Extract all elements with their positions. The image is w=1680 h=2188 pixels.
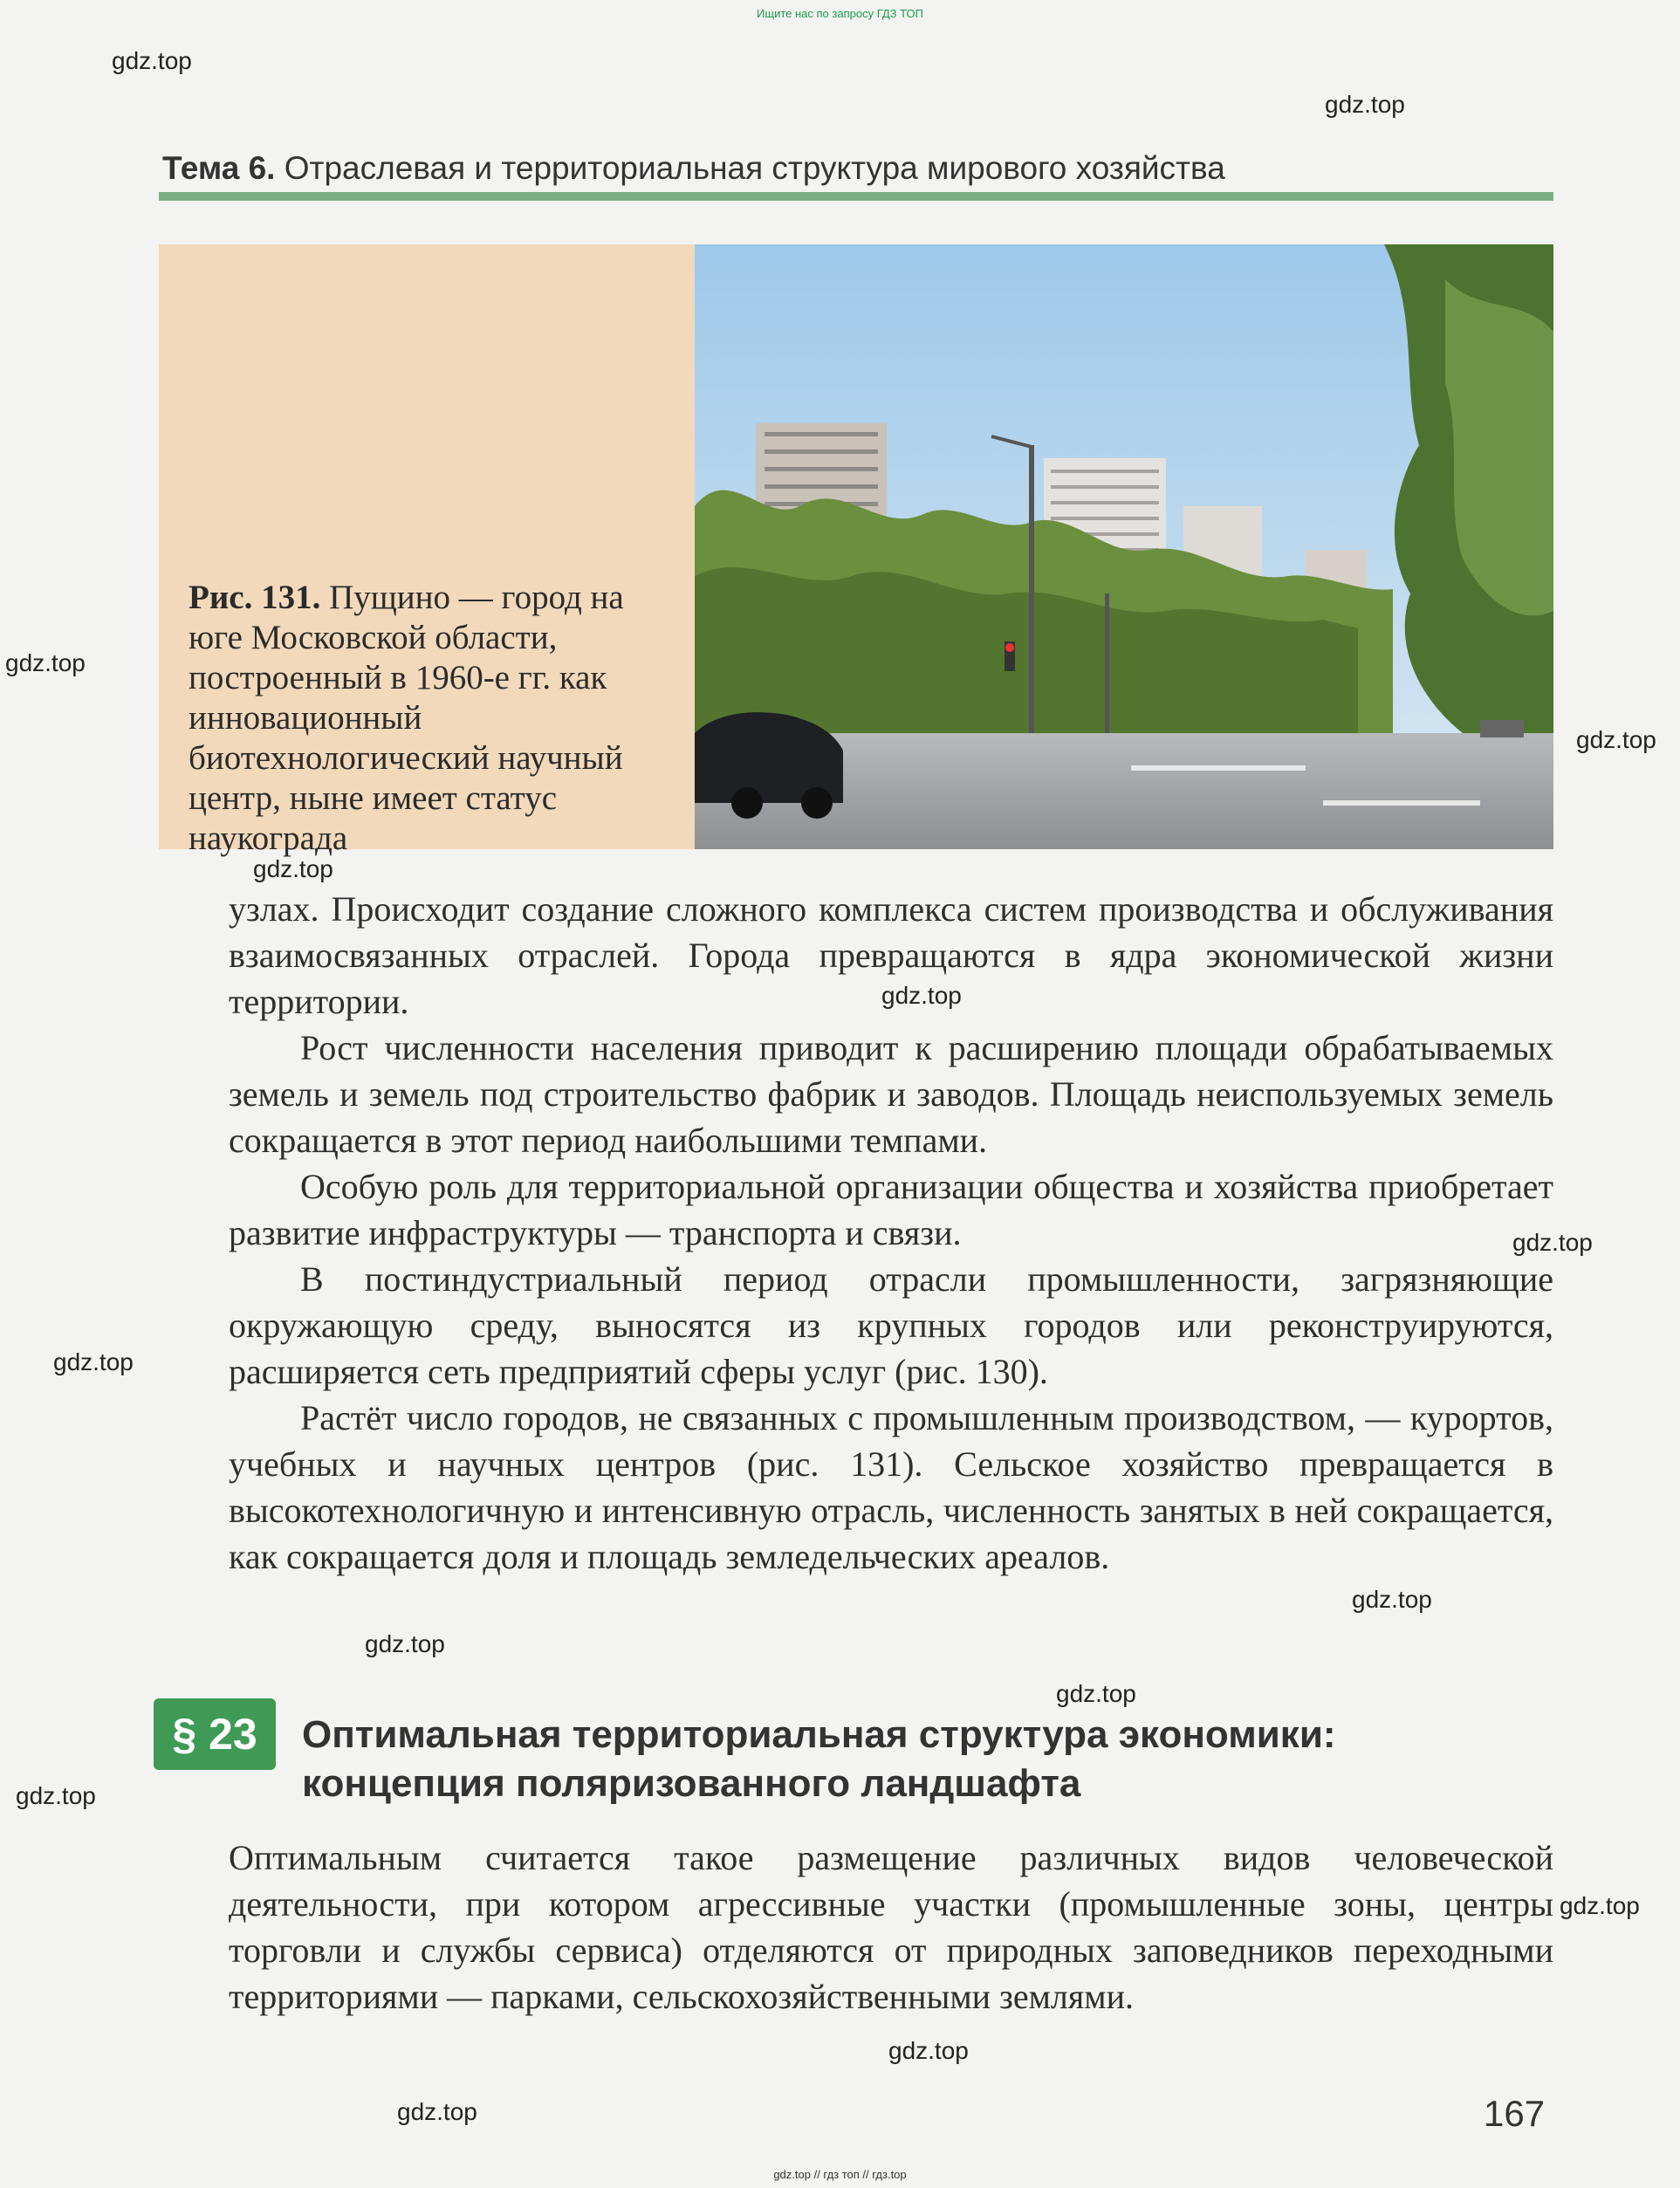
- figure-label: Рис. 131.: [189, 579, 321, 616]
- theme-label: Тема 6.: [162, 150, 276, 186]
- paragraph: узлах. Происходит создание сложного комплекса систем производства и обслуживания взаимосвязанных отраслей. Города превращаются в ядра экономической жизни территории.: [229, 889, 1553, 1021]
- watermark: gdz.top: [53, 1348, 134, 1375]
- section-number-badge: § 23: [154, 1698, 276, 1770]
- section-title-line-1: Оптимальная территориальная структура экономики:: [302, 1713, 1336, 1756]
- paragraph: Рост численности населения приводит к расширению площади обрабатываемых земель и земель под строительство фабрик и заводов. Площадь неиспользуемых земель сокращается в этот период наибольшими темпами.: [229, 1028, 1553, 1160]
- watermark: gdz.top: [1056, 1680, 1136, 1707]
- header-rule: [159, 192, 1553, 201]
- watermark: gdz.top: [253, 855, 333, 882]
- watermark: gdz.top: [397, 2098, 477, 2125]
- figure-caption-text: Пущино — город на юге Московской области, построенный в 1960-е гг. как инновационный биотехнологический научный центр, ныне имеет статус наукограда: [189, 579, 624, 857]
- paragraph: Особую роль для территориальной организации общества и хозяйства приобретает развитие инфраструктуры — транспорта и связи.: [229, 1167, 1553, 1252]
- section-title-line-2: концепция поляризованного ландшафта: [302, 1762, 1081, 1805]
- watermark: gdz.top: [1560, 1892, 1640, 1919]
- paragraph: Оптимальным считается такое размещение различных видов человеческой деятельности, при котором агрессивные участки (промышленные зоны, центры торговли и службы сервиса) отделяются от природных заповедников переходными территориями — парками, сельскохозяйственными землями.: [229, 1838, 1553, 2016]
- pushchino-street-photo: [695, 244, 1553, 849]
- watermark: gdz.top: [112, 47, 192, 74]
- caption-panel: [159, 244, 695, 857]
- theme-header: [162, 150, 1225, 187]
- page-number: 167: [1484, 2093, 1546, 2134]
- theme-title: Отраслевая и территориальная структура мирового хозяйства: [284, 150, 1225, 186]
- top-search-note: Ищите нас по запросу ГДЗ ТОП: [757, 7, 923, 20]
- watermark: gdz.top: [365, 1630, 445, 1657]
- section-text: [229, 1835, 1553, 2020]
- watermark: gdz.top: [1325, 91, 1405, 118]
- section-title: [302, 1711, 1541, 1808]
- watermark: gdz.top: [888, 2037, 969, 2064]
- watermark: gdz.top: [881, 982, 962, 1009]
- paragraph: В постиндустриальный период отрасли промышленности, загрязняющие окружающую среду, выносятся из крупных городов или реконструируются, расширяется сеть предприятий сферы услуг (рис. 130).: [229, 1259, 1553, 1391]
- body-text: [229, 886, 1553, 1580]
- bottom-note: gdz.top // гдз топ // гдз.top: [773, 2168, 907, 2181]
- watermark: gdz.top: [1576, 726, 1656, 753]
- figure-caption: [189, 578, 682, 859]
- paragraph: Растёт число городов, не связанных с промышленным производством, — курортов, учебных и научных центров (рис. 131). Сельское хозяйство превращается в высокотехнологичную и интенсивную отрасль, численность занятых в ней сокращается, как сокращается доля и площадь земледельческих ареалов.: [229, 1398, 1553, 1576]
- watermark: gdz.top: [5, 649, 86, 676]
- watermark: gdz.top: [1352, 1586, 1432, 1613]
- watermark: gdz.top: [1512, 1229, 1593, 1256]
- watermark: gdz.top: [16, 1782, 96, 1809]
- figure-131: [159, 244, 1553, 857]
